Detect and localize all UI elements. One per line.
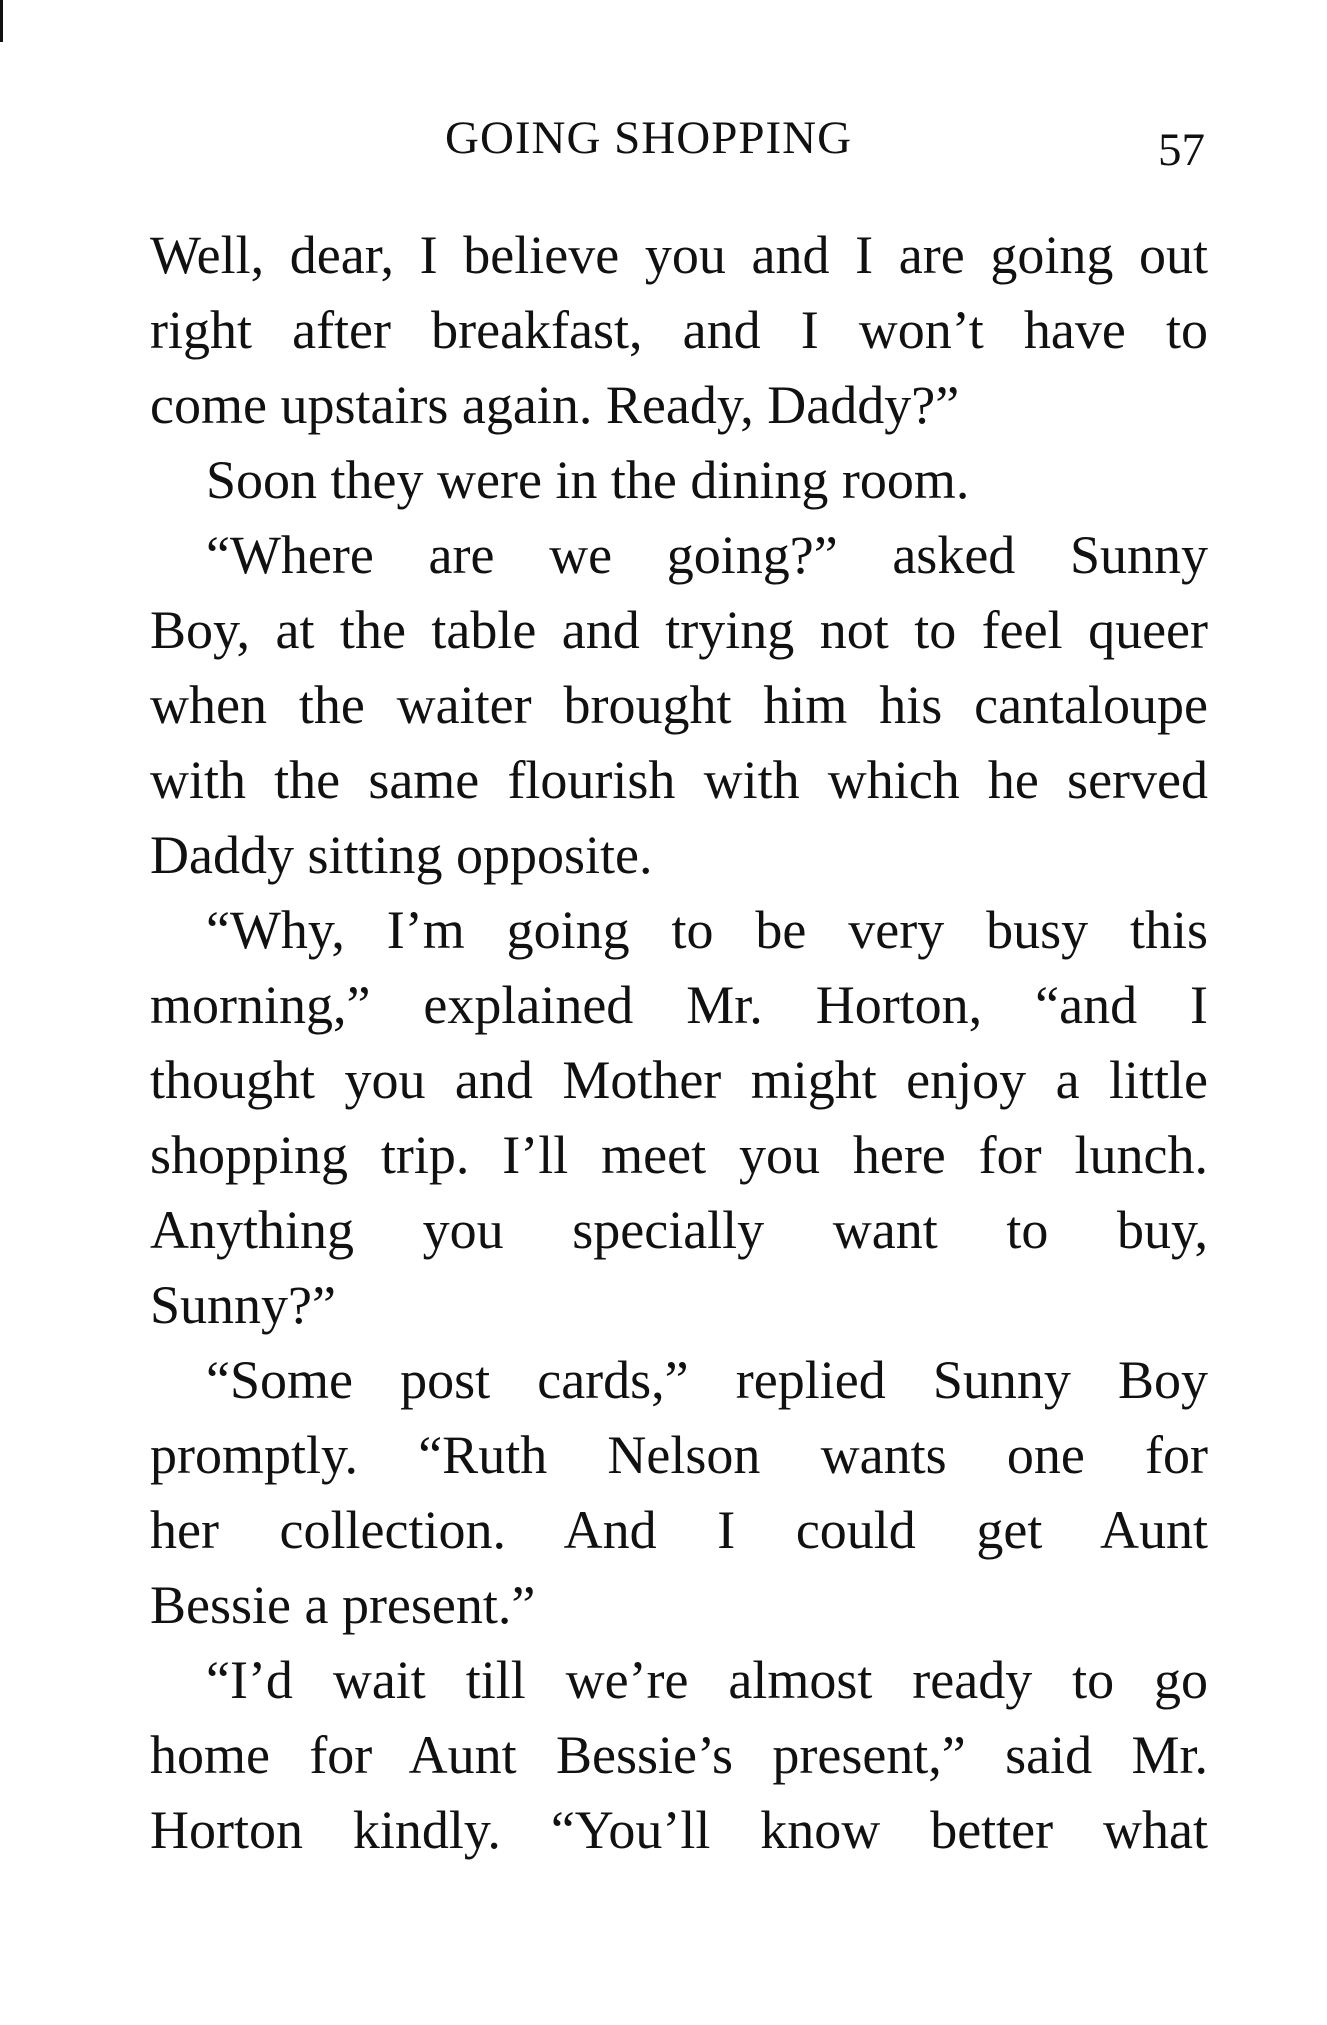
scan-edge-mark: [0, 0, 3, 42]
text-line: Sunny?”: [150, 1275, 336, 1335]
text-line: promptly. “Ruth Nelson wants one for: [150, 1425, 1208, 1485]
running-head: [150, 108, 1205, 176]
text-line: when the waiter brought him his cantaloupe: [150, 675, 1208, 735]
text-line: shopping trip. I’ll meet you here for lunch.: [150, 1125, 1208, 1185]
text-line: Bessie a present.”: [150, 1575, 536, 1635]
text-line: “Why, I’m going to be very busy this: [206, 900, 1208, 960]
running-title: GOING SHOPPING: [445, 112, 853, 164]
page-number: 57: [1158, 124, 1205, 176]
text-line: right after breakfast, and I won’t have to: [150, 300, 1208, 360]
text-line: Anything you specially want to buy,: [150, 1200, 1208, 1260]
text-line: “Where are we going?” asked Sunny: [206, 525, 1208, 585]
text-line: thought you and Mother might enjoy a little: [150, 1050, 1208, 1110]
text-line: her collection. And I could get Aunt: [150, 1500, 1208, 1560]
text-line: with the same flourish with which he served: [150, 750, 1208, 810]
text-line: Soon they were in the dining room.: [206, 450, 970, 510]
text-line: Horton kindly. “You’ll know better what: [150, 1800, 1208, 1860]
text-line: Boy, at the table and trying not to feel queer: [150, 600, 1208, 660]
text-line: Daddy sitting opposite.: [150, 825, 653, 885]
text-line: Well, dear, I believe you and I are going out: [150, 225, 1208, 285]
text-line: morning,” explained Mr. Horton, “and I: [150, 975, 1208, 1035]
text-line: home for Aunt Bessie’s present,” said Mr.: [150, 1725, 1208, 1785]
text-line: “I’d wait till we’re almost ready to go: [206, 1650, 1208, 1710]
body-text: [150, 218, 1208, 1868]
text-line: come upstairs again. Ready, Daddy?”: [150, 375, 960, 435]
text-line: “Some post cards,” replied Sunny Boy: [206, 1350, 1208, 1410]
